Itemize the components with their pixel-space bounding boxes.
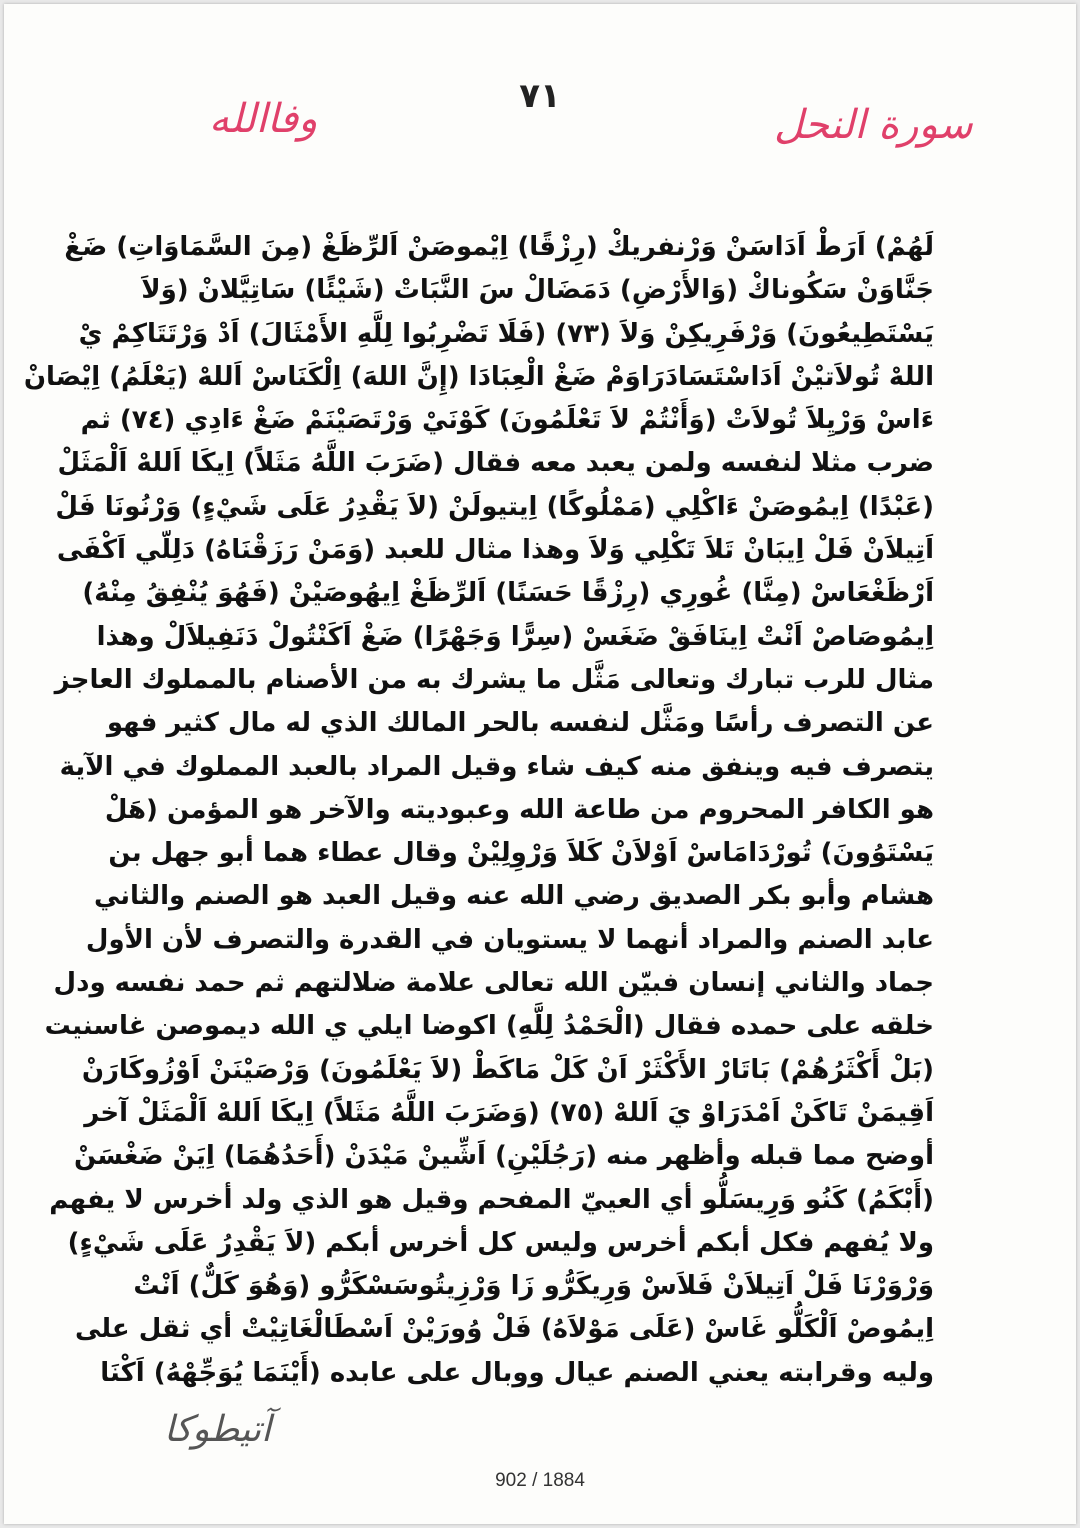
- text-line: يَسْتَوُونَ) تُورْدَامَاسْ اَوْلاَنْ كَلاَ وَرْوِلِيْنْ وقال عطاء هما أبو جهل بن: [108, 838, 934, 869]
- text-line: أوضح مما قبله وأظهر منه (رَجُلَيْنِ) اَشِّينْ مَيْدَنْ (أَحَدُهُمَا) اِيَنْ ضَغْسَنْ: [73, 1141, 934, 1172]
- text-line: ولا يُفهم فكل أبكم أخرس وليس كل أخرس أبكم (لاَ يَقْدِرُ عَلَى شَيْءٍ): [67, 1227, 934, 1258]
- text-line: اَرْظَغْعَاسْ (مِنَّا) غُورِي (رِزْقًا حَسَنًا) اَلرِّظَغْ اِيهُوصَيْنْ (فَهُوَ يُنْفِقُ مِنْهُ): [82, 578, 934, 609]
- text-line: ءَاسْ وَرْيِلاَ تُولاَتْ (وَأَنْتُمْ لاَ تَعْلَمُونَ) كَوْنَيْ وَرْتَصَيْنَمْ ضَغْ ءَادِي (٧٤) ثم: [80, 405, 934, 436]
- handwritten-catchword: آتيطوكا: [164, 1409, 272, 1450]
- text-line: (أَبْكَمُ) كَنُو وَرِيسَلُّو أي العييّ المفحم وقيل هو الذي ولد أخرس لا يفهم: [49, 1184, 934, 1215]
- body-text: [23, 226, 934, 1395]
- handwritten-note-left: وفاالله: [209, 96, 318, 142]
- text-line: اِيمُوصَاصْ اَنْتْ اِينَافَقْ ضَغَسْ (سِرًّا وَجَهْرًا) ضَغْ اَكَنْتُولْ دَنَفِيلاَلْ وهذا: [96, 621, 934, 652]
- text-line: جماد والثاني إنسان فبيّن الله تعالى علامة ضلالتهم ثم حمد نفسه ودل: [53, 968, 934, 999]
- text-line: اَتِيلاَنْ فَلْ اِيبَانْ تَلاَ تَكْلِي وَلاَ وهذا مثال للعبد (وَمَنْ رَزَقْنَاهُ) دَلِلّي اَكْفَى: [56, 535, 934, 566]
- text-line: هشام وأبو بكر الصديق رضي الله عنه وقيل العبد هو الصنم والثاني: [93, 881, 934, 912]
- text-line: اِيمُوصْ اَلْكَلُّو غَاسْ (عَلَى مَوْلاَهُ) فَلْ وُورَيْنْ اَسْطَالْغَاتِيْتْ أي ثقل على: [74, 1314, 934, 1345]
- text-line: جَنَّاوَنْ سَكُوناكْ (وَالأَرْضِ) دَمَضَالْ سَ النَّبَاتْ (شَيْئًا) سَاتِيَّلانْ (وَلاَ: [141, 275, 934, 306]
- document-page: [4, 4, 1076, 1524]
- text-line: يتصرف فيه وينفق منه كيف شاء وقيل المراد بالعبد المملوك في الآية: [59, 751, 934, 782]
- page-counter: 902 / 1884: [495, 1470, 585, 1491]
- text-line: عابد الصنم والمراد أنهما لا يستويان في القدرة والتصرف لأن الأول: [85, 924, 934, 955]
- text-line: لَهُمْ) اَرَطْ اَدَاسَنْ وَرْنفريكْ (رِزْقًا) اِيْموصَنْ اَلرِّظَغْ (مِنَ السَّمَاوَاتِ) ضَغْ: [64, 232, 934, 262]
- text-line: هو الكافر المحروم من طاعة الله وعبوديته والآخر هو المؤمن (هَلْ: [104, 794, 934, 825]
- text-line: عن التصرف رأسًا ومَثَّل لنفسه بالحر المالك الذي له مال كثير فهو: [106, 708, 934, 739]
- handwritten-surah-title: سورة النحل: [774, 102, 973, 148]
- text-line: اللهْ تُولاَتيْنْ اَدَاسْتَسَادَرَاوَمْ ضَغْ الْعِبَادَا (إِنَّ اللهَ) اِلْكَنَاسْ اَللهْ (يَعْلَمُ) اِيْصَانْ: [23, 361, 934, 392]
- text-line: اَقِيمَنْ تَاكَنْ اَمْدَرَاوْ يَ اَللهْ (٧٥) (وَضَرَبَ اللَّهُ مَثَلاً) اِيكَا اَللهْ اَلْمَثَلْ آخر: [84, 1097, 934, 1128]
- page-number: ٧١: [519, 76, 561, 116]
- text-line: وليه وقرابته يعني الصنم عيال ووبال على عابده (أَيْنَمَا يُوَجِّهْهُ) اَكْنَا: [100, 1357, 934, 1388]
- text-line: مثال للرب تبارك وتعالى مَثَّل ما يشرك به من الأصنام بالمملوك العاجز: [54, 664, 934, 695]
- text-line: ضرب مثلا لنفسه ولمن يعبد معه فقال (ضَرَبَ اللَّهُ مَثَلاً) اِيكَا اَللهْ اَلْمَثَلْ: [57, 448, 934, 479]
- text-line: وَرْوَرْنَا فَلْ اَتِيلاَنْ فَلاَسْ وَرِيكَرُّو زَا وَرْزِيتُوسَسْكَرُّو (وَهُوَ كَلٌّ) اَنْتْ: [133, 1271, 934, 1302]
- text-line: (بَلْ أَكْثَرُهُمْ) بَاتَارْ الأَكْثَرْ اَنْ كَلْ مَاكَطْ (لاَ يَعْلَمُونَ) وَرْصَيْنَنْ اَوْزُوكَارَنْ: [81, 1054, 934, 1085]
- text-line: خلقه على حمده فقال (الْحَمْدُ لِلَّهِ) اكوضا ايلي ي الله ديموصن غاسنيت: [44, 1011, 934, 1042]
- text-line: يَسْتَطِيعُونَ) وَرْفَرِيكِنْ وَلاَ (٧٣) (فَلَا تَضْرِبُوا لِلَّهِ الأَمْثَالَ) اَدْ وَرْتَتَاكِمْ يْ: [78, 318, 934, 349]
- text-line: (عَبْدًا) اِيمُوصَنْ ءَاكْلِي (مَمْلُوكًا) اِيتيولَنْ (لاَ يَقْدِرُ عَلَى شَيْءٍ) وَرْنُونَا فَلْ: [55, 491, 934, 522]
